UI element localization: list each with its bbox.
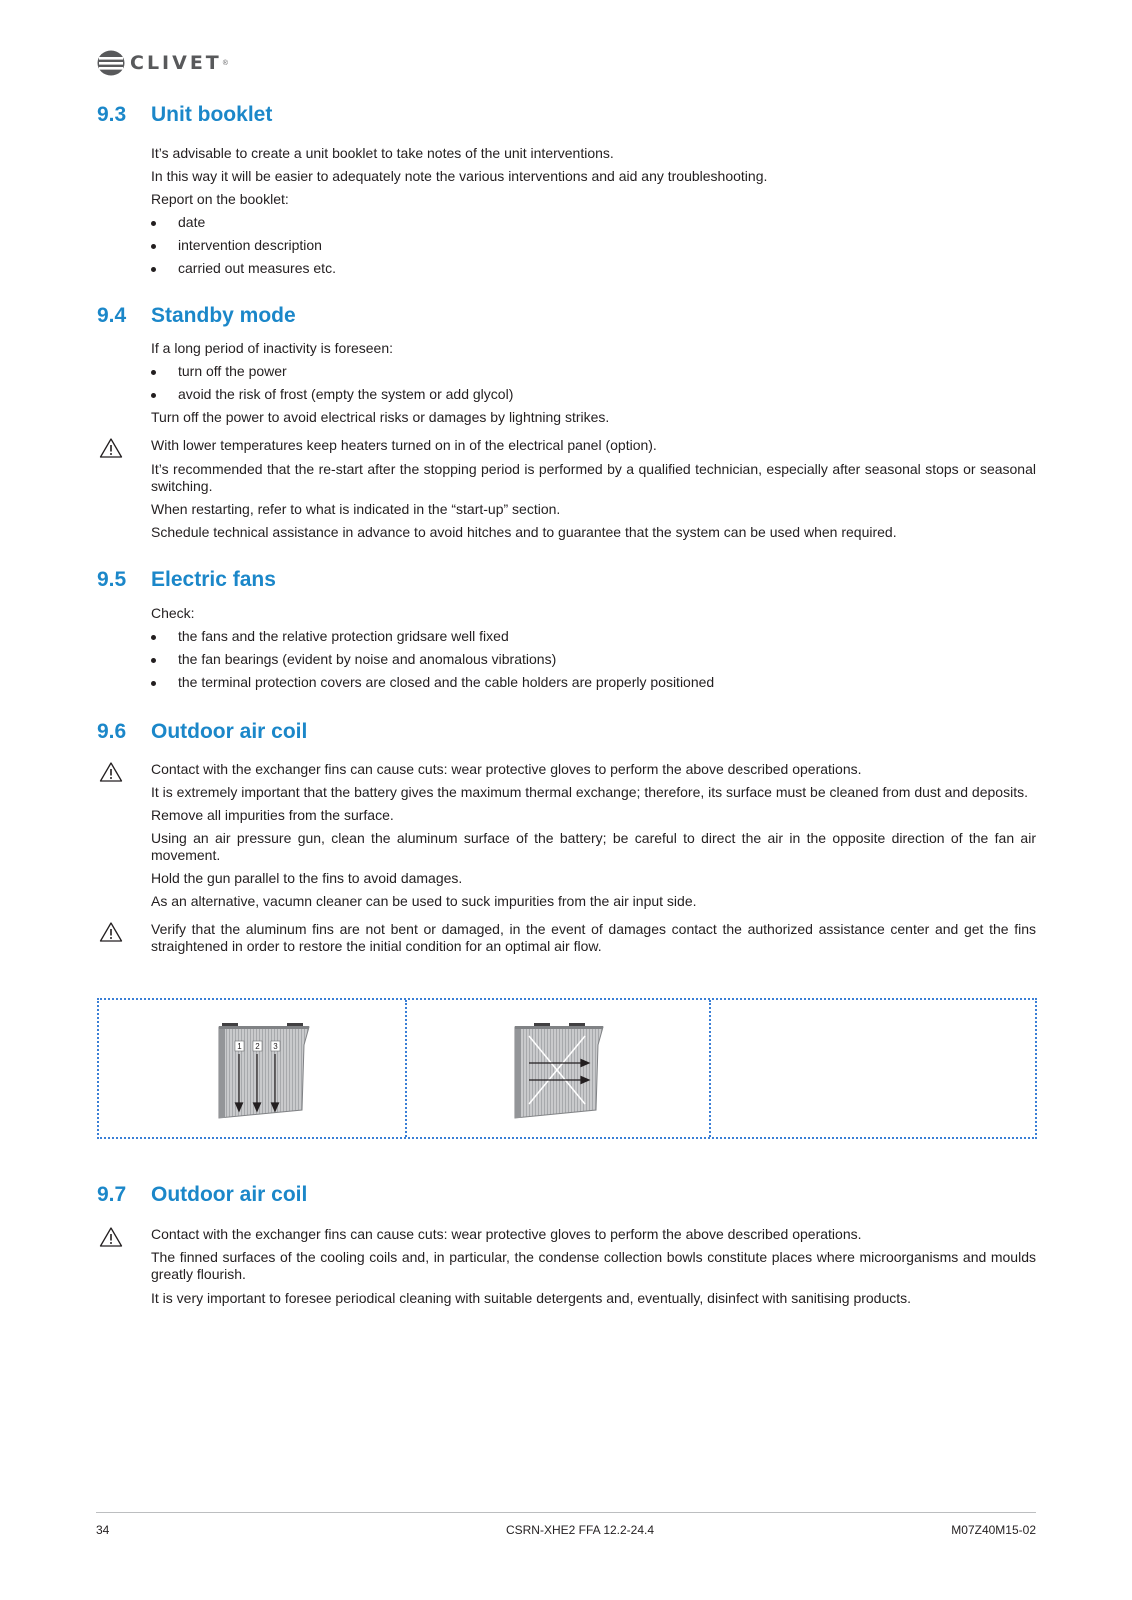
footer-document-code: M07Z40M15-02 (951, 1523, 1036, 1537)
warning-triangle-icon (99, 1226, 123, 1248)
section-title: Standby mode (151, 304, 296, 327)
figure-label-3: 3 (273, 1042, 278, 1051)
figure-label-2: 2 (255, 1042, 260, 1051)
warning-text: Contact with the exchanger fins can cause cuts: wear protective gloves to perform the above described operations. (151, 761, 862, 777)
warning-text: Contact with the exchanger fins can cause cuts: wear protective gloves to perform the above described operations. (151, 1226, 862, 1242)
section-title: Outdoor air coil (151, 720, 308, 743)
paragraph: Using an air pressure gun, clean the aluminum surface of the battery; be careful to direct the air in the opposite direction of the fan air movement. (151, 830, 1036, 863)
logo (96, 48, 228, 78)
section-number: 9.5 (97, 568, 127, 591)
section-9-4-heading (97, 304, 296, 328)
paragraph: As an alternative, vacumn cleaner can be used to suck impurities from the air input side. (151, 893, 697, 909)
list-item-text: carried out measures etc. (178, 260, 336, 276)
figure-cell-empty (709, 1000, 1035, 1137)
paragraph: It’s recommended that the re-start after the stopping period is performed by a qualified technician, especially after seasonal stops or seasonal switching. (151, 461, 1036, 494)
section-number: 9.7 (97, 1183, 127, 1206)
list-item (151, 214, 205, 231)
paragraph: In this way it will be easier to adequately note the various interventions and aid any troubleshooting. (151, 168, 768, 184)
warning-triangle-icon (99, 437, 123, 459)
bullet-icon (151, 244, 156, 249)
section-title: Electric fans (151, 568, 276, 591)
list-item (151, 651, 556, 668)
bullet-icon (151, 635, 156, 640)
warning-triangle-icon (99, 761, 123, 783)
paragraph: If a long period of inactivity is foreseen: (151, 340, 394, 356)
paragraph: Schedule technical assistance in advance to avoid hitches and to guarantee that the system can be used when required. (151, 524, 897, 540)
section-9-3-heading (97, 103, 272, 127)
paragraph: Report on the booklet: (151, 191, 289, 207)
logo-text: CLIVET (130, 52, 222, 74)
page-number: 34 (96, 1523, 110, 1537)
paragraph: Turn off the power to avoid electrical risks or damages by lightning strikes. (151, 409, 610, 425)
bullet-icon (151, 221, 156, 226)
list-item-text: the fans and the relative protection gridsare well fixed (178, 628, 509, 644)
section-9-6-heading (97, 720, 307, 744)
section-title: Outdoor air coil (151, 1183, 308, 1206)
list-item-text: avoid the risk of frost (empty the system or add glycol) (178, 386, 514, 402)
list-item-text: the terminal protection covers are closed and the cable holders are properly positioned (178, 674, 715, 690)
section-title: Unit booklet (151, 103, 273, 126)
list-item (151, 386, 513, 403)
figure-label-1: 1 (237, 1042, 242, 1051)
list-item-text: turn off the power (178, 363, 287, 379)
coil-incorrect-cleaning-illustration (405, 1000, 709, 1137)
paragraph: Hold the gun parallel to the fins to avoid damages. (151, 870, 463, 886)
figure-cell-correct (99, 1000, 407, 1137)
paragraph: Remove all impurities from the surface. (151, 807, 394, 823)
paragraph: The finned surfaces of the cooling coils and, in particular, the condense collection bowls constitute places where microorganisms and moulds greatly flourish. (151, 1249, 1036, 1282)
bullet-icon (151, 267, 156, 272)
section-9-5-heading (97, 568, 276, 592)
section-number: 9.3 (97, 103, 127, 126)
paragraph: Check: (151, 605, 195, 621)
list-item-text: date (178, 214, 206, 230)
warning-text: Verify that the aluminum fins are not bent or damaged, in the event of damages contact the authorized assistance center and get the fins straightened in order to restore the initial condition for an optimal air flow. (151, 921, 1036, 954)
list-item (151, 628, 509, 645)
logo-registered-mark: ® (222, 59, 228, 67)
paragraph: It is extremely important that the battery gives the maximum thermal exchange; therefore, its surface must be cleaned from dust and deposits. (151, 784, 1028, 800)
bullet-icon (151, 393, 156, 398)
list-item (151, 363, 287, 380)
coil-cleaning-figure (97, 998, 1037, 1139)
warning-triangle-icon (99, 921, 123, 943)
list-item (151, 237, 322, 254)
warning-text: With lower temperatures keep heaters turned on in of the electrical panel (option). (151, 437, 657, 453)
list-item (151, 260, 336, 277)
list-item-text: the fan bearings (evident by noise and anomalous vibrations) (178, 651, 557, 667)
footer-divider (96, 1512, 1036, 1513)
bullet-icon (151, 658, 156, 663)
section-9-7-heading (97, 1183, 307, 1207)
paragraph: When restarting, refer to what is indicated in the “start-up” section. (151, 501, 561, 517)
number-labels (235, 1041, 280, 1051)
paragraph: It’s advisable to create a unit booklet to take notes of the unit interventions. (151, 145, 614, 161)
bullet-icon (151, 681, 156, 686)
list-item (151, 674, 714, 691)
figure-cell-incorrect (405, 1000, 711, 1137)
paragraph: It is very important to foresee periodical cleaning with suitable detergents and, eventually, disinfect with sanitising products. (151, 1290, 912, 1306)
clivet-logo-icon (96, 49, 126, 77)
coil-correct-cleaning-illustration (99, 1000, 405, 1137)
bullet-icon (151, 370, 156, 375)
section-number: 9.4 (97, 304, 127, 327)
section-number: 9.6 (97, 720, 127, 743)
footer-model: CSRN-XHE2 FFA 12.2-24.4 (505, 1523, 655, 1537)
list-item-text: intervention description (178, 237, 322, 253)
